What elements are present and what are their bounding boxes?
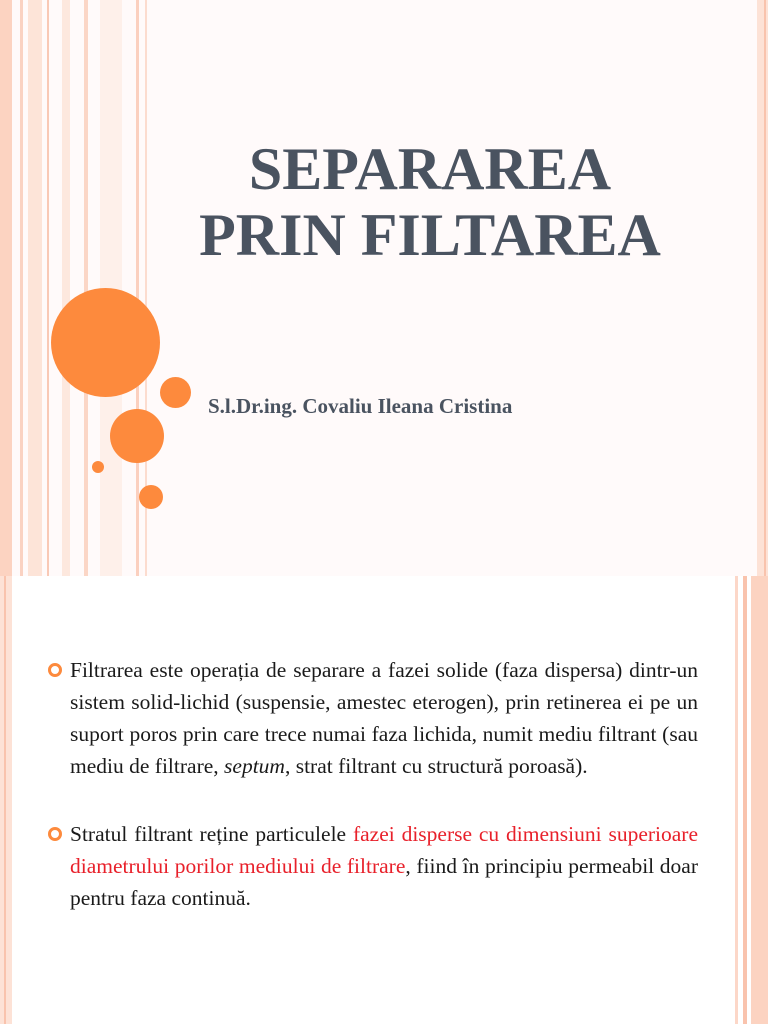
bullet-item-definition <box>48 654 698 782</box>
bullet-highlight: fazei disperse cu dimensiuni superioare diametrului porilor mediului de filtrare <box>70 822 698 878</box>
author-subtitle: S.l.Dr.ing. Covaliu Ileana Cristina <box>208 394 513 418</box>
decorative-stripe <box>735 576 738 1024</box>
bullet-text: Stratul filtrant reține particulele <box>70 822 353 846</box>
decorative-stripe <box>136 0 139 576</box>
decorative-stripe <box>62 0 70 576</box>
bullet-icon <box>48 827 62 841</box>
decorative-band <box>0 576 12 1024</box>
decorative-stripe <box>20 0 23 576</box>
decorative-circle <box>92 461 104 473</box>
bullet-text: Filtrarea este operația de separare a fazei solide (faza dispersa) dintr-un sistem solid-lichid (suspensie, amestec eterogen), prin retinerea ei pe un suport poros prin care trece numai faza lichida, numit mediu filtrant (sau mediu de filtrare, <box>70 658 698 778</box>
decorative-stripe <box>764 0 766 576</box>
bullet-item-filter-layer <box>48 818 698 914</box>
bullet-italic-term: septum <box>224 754 285 778</box>
decorative-stripe <box>4 576 6 1024</box>
decorative-band <box>751 576 768 1024</box>
decorative-circle <box>110 409 164 463</box>
slide-title-line2: PRIN FILTAREA <box>199 202 661 268</box>
decorative-circle <box>139 485 163 509</box>
content-slide <box>0 576 768 1024</box>
decorative-circle <box>160 377 191 408</box>
decorative-stripe <box>47 0 49 576</box>
decorative-band <box>757 0 768 576</box>
decorative-band <box>0 0 12 576</box>
bullet-icon <box>48 663 62 677</box>
decorative-circle-large <box>51 288 160 397</box>
bullet-text: , fiind în principiu permeabil doar pentru faza continuă. <box>70 854 698 910</box>
bullet-list <box>48 654 698 914</box>
decorative-stripe <box>743 576 747 1024</box>
decorative-stripe <box>84 0 88 576</box>
decorative-stripe <box>28 0 42 576</box>
slide-title-line1: SEPARAREA <box>248 136 612 202</box>
bullet-text: , strat filtrant cu structură poroasă). <box>284 754 588 778</box>
